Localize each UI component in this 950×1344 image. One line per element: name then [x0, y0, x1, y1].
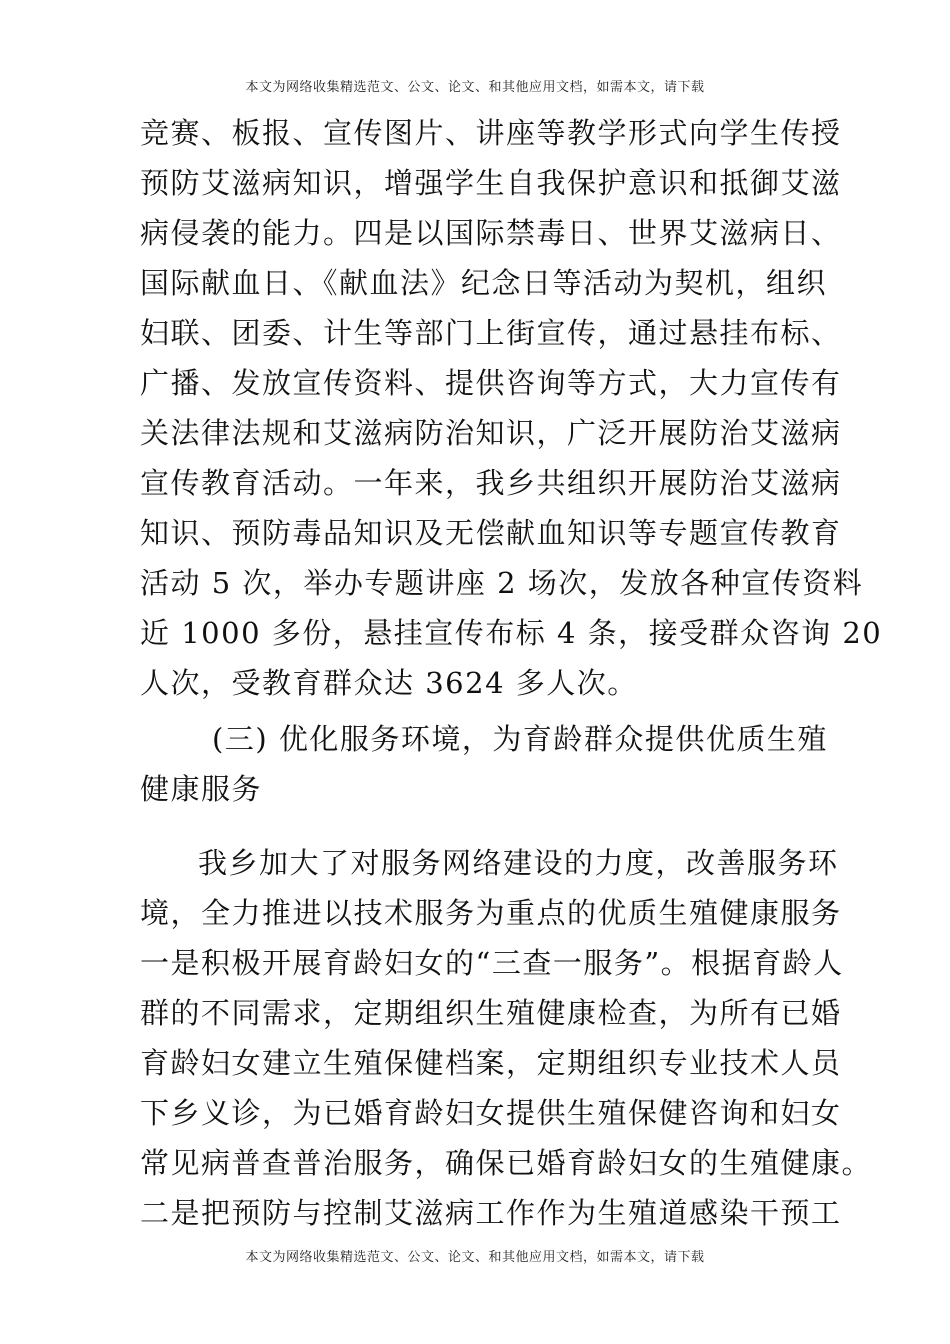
- document-body: [140, 108, 883, 1238]
- paragraph-2: [140, 838, 873, 1238]
- page-header-note: 本文为网络收集精选范文、公文、论文、和其他应用文档，如需本文，请下载: [245, 80, 705, 95]
- text-line: 关法律法规和艾滋病防治知识，广泛开展防治艾滋病: [140, 416, 842, 450]
- text-line: 竞赛、板报、宣传图片、讲座等教学形式向学生传授: [140, 116, 842, 150]
- text-line: 育龄妇女建立生殖保健档案，定期组织专业技术人员: [140, 1046, 842, 1080]
- text-line: 病侵袭的能力。四是以国际禁毒日、世界艾滋病日、: [140, 216, 842, 250]
- text-line: 知识、预防毒品知识及无偿献血知识等专题宣传教育: [140, 516, 842, 550]
- heading-line: 健康服务: [140, 772, 263, 806]
- heading-line: (三) 优化服务环境，为育龄群众提供优质生殖: [212, 722, 828, 756]
- text-line: 二是把预防与控制艾滋病工作作为生殖道感染干预工: [140, 1196, 842, 1230]
- text-line: 人次，受教育群众达 3624 多人次。: [140, 666, 638, 700]
- text-line: 广播、发放宣传资料、提供咨询等方式，大力宣传有: [140, 366, 842, 400]
- section-heading: [140, 714, 840, 814]
- text-line: 常见病普查普治服务，确保已婚育龄妇女的生殖健康。: [140, 1146, 873, 1180]
- text-line: 活动 5 次，举办专题讲座 2 场次，发放各种宣传资料: [140, 566, 864, 600]
- paragraph-1: [140, 108, 883, 708]
- text-line: 我乡加大了对服务网络建设的力度，改善服务环: [198, 846, 839, 880]
- text-line: 妇联、团委、计生等部门上街宣传，通过悬挂布标、: [140, 316, 842, 350]
- text-line: 国际献血日、《献血法》纪念日等活动为契机，组织: [140, 266, 828, 300]
- text-line: 宣传教育活动。一年来，我乡共组织开展防治艾滋病: [140, 466, 842, 500]
- page-footer-note: 本文为网络收集精选范文、公文、论文、和其他应用文档，如需本文，请下载: [245, 1250, 705, 1265]
- text-line: 预防艾滋病知识，增强学生自我保护意识和抵御艾滋: [140, 166, 842, 200]
- text-line: 境，全力推进以技术服务为重点的优质生殖健康服务: [140, 896, 842, 930]
- text-line: 群的不同需求，定期组织生殖健康检查，为所有已婚: [140, 996, 842, 1030]
- text-line: 一是积极开展育龄妇女的“三查一服务”。根据育龄人: [140, 946, 844, 980]
- text-line: 下乡义诊，为已婚育龄妇女提供生殖保健咨询和妇女: [140, 1096, 842, 1130]
- text-line: 近 1000 多份，悬挂宣传布标 4 条，接受群众咨询 20: [140, 616, 883, 650]
